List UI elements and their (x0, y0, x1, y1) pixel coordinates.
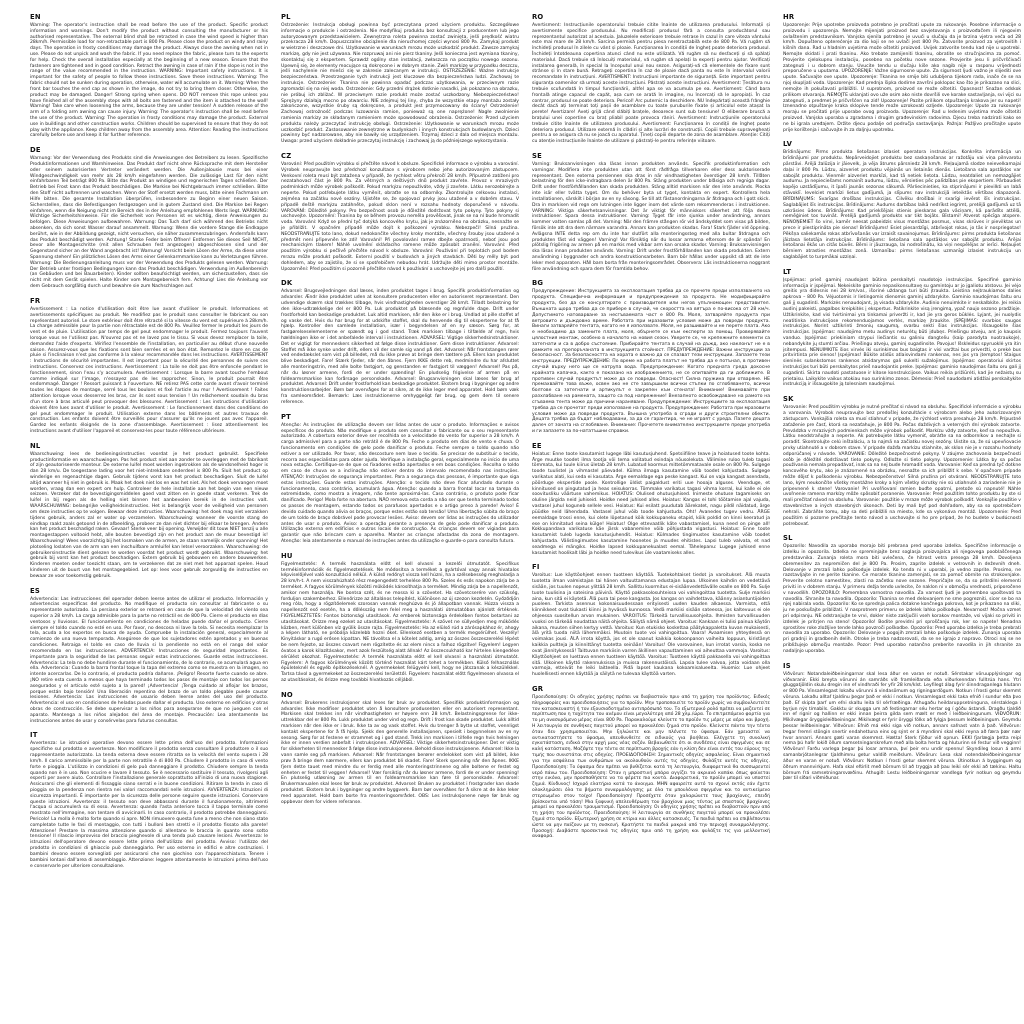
instruction-text: Warnung: Vor der Verwendung des Produkts sind die Anweisungen des Betreibers zu lesen. Spezifische Produktinformationen und Warnhinweise. Das Produkt darf nicht ohne Rücksprache mit dem Hersteller oder seinem autorisierten Vertreter verändert werden. Die Außenjalousie muss bei einer Windgeschwindigkeit von mehr als 28 km/h eingefahren werden. Die zulässige Last für den nicht einfahrbaren Teil beträgt 800 Pa. Bitte das Produkt an windigen und regnerischen Tagen schließen. Der Betrieb bei Frost kann das Produkt beschädigen. Die Markise bei Nichtgebrauch immer schließen. Bitte den Stoff nicht auftrennen und waschen. Wenn der Stoff ersetzt werden muss, bitte einen Fachmann um Hilfe bitten. Die gesamte Installation überprüfen, insbesondere zu Beginn einer neuen Saison. Sicherstellen, dass die Befestigungen festgezogen und in gutem Zustand sind. Die Markise bei Regen einfahren, wenn die Neigung nicht im Bereich des in der Anleitung empfohlenen Werts liegt. WARNUNG: Wichtige Sicherheitshinweise. Für die Sicherheit von Personen ist es wichtig, diese Anweisungen zu befolgen. Diese Anweisungen aufbewahren. Warnung: Das Tuch darf sich während des Betriebs nicht absenken, da sich sonst Wasser darauf ansammelt. Warnung: Wenn die vordere Stange die Endkappe berührt, wie in der Abbildung gezeigt, nicht versuchen, sie näher zusammenzubringen. Andernfalls kann das Produkt beschädigt werden. Achtung! Starke Feder beim Öffnen! Entfernen Sie dieses Seil NICHT, bevor alle Montageschritte (mit allen Schrauben fest angezogen) abgeschlossen sind und der Gegenstand sicher an der Wand angebracht ist! Warnung! Vorsicht beim Lösen der Arme, da diese unter Spannung stehen! Ein plötzliches Lösen des Arms einer Gelenkarmmarkise kann zu Verletzungen führen. Warnung: Die Bedienungsanleitung muss vor der Verwendung des Produkts gelesen werden. Warnung: Der Betrieb unter frostigen Bedingungen kann das Produkt beschädigen. Verwendung im Außenbereich (an Gebäuden und bei Bauarbeiten). Kinder sollten beaufsichtigt werden, um sicherzustellen, dass sie nicht mit dem Gerät spielen. Halte Kinder vom Montagebereich fern. Achtung! Lies die Anleitung vor dem Gebrauch sorgfältig durch und bewahre sie zum Nachschlagen auf. (30, 156, 268, 290)
instruction-text: Advarsel: Brukerens instruksjoner skal leses før bruk av produktet. Spesifikk produktinformasjon og advarsler. Ikke modifiser produktet uten å konsultere produsenten eller en autorisert representant. Markisen skal trekkes inn når vindhastigheten er høyere enn 28 km/t. Belastningsgrense for ikke-uttrekkbar del er 800 Pa. Lukk produktet under vind og regn. Drift i frost kan skade produktet. Lukk alltid markisen når den ikke er i bruk. Ikke ta av og vask stoffet. Hvis du trenger å bytte ut stoffet, vennligst kontakt ekspertene for å få hjelp. Sjekk den generelle installasjonen, spesielt i begynnelsen av en ny sesong. Sørg for at festene er strammet og i god stand. Trekk inn markisen i tilfelle regn hvis helningen ikke er innen verdien anbefalt i instruksjonen. ADVARSEL: Viktige sikkerhetsinstruksjoner. Det er viktig for sikkerheten til mennesker å følge disse instruksjonene. Behold disse instruksjonene. Advarsel: Ikke la vann samle seg på markisen. Advarsel: Når frontstangen berører endelokket som vist på bildet, ikke prøv å bringe dem nærmere, ellers kan produktet bli skadet. Fare! Sterk spenning når den åpnes. IKKE fjern dette tauet med mindre du er ferdig med alle monteringstrinnene og alle boltene er festet og enheten er festet til veggen! Advarsel! Vær forsiktig når du løsner armene, fordi de er under spenning! En plutselig utløsning av armen til en foldearmsmarkise kan føre til personskade. Advarsel: Brukermanualen skal leses før bruk av produktet. Advarsel: Bruken av produktet i frostgrader kan skade produktet. Ekstern bruk i bygninger og andre byggverk. Barn bør overvåkes for å sikre at de ikke leker med apparatet. Hold barn borte fra monteringsområdet. OBS: Les instruksjonene nøye før bruk og oppbevar dem for videre referanse. (281, 700, 519, 805)
language-code-label: EE (532, 441, 542, 450)
language-code-label: DK (281, 279, 293, 288)
instruction-text: Atenção: As instruções de utilização devem ser lidas antes de usar o produto. Informações e avisos específicos do produto. Não modifique o produto sem consultar o fabricante ou o seu representante autorizado. A cobertura exterior deve ser recolhida se a velocidade do vento for superior a 28 km/h. A carga admissível para a parte não retrátil é de 800 Pa. Feche o produto em dias de vento e chuva. O funcionamento em condições de gelo pode danificar o produto. Feche sempre o toldo quando não estiver a ser utilizado. Por favor, não descosture nem lave o tecido. Se precisar de substituir o tecido, recorra aos especialistas para obter ajuda. Verifique a instalação geral, especialmente no início de uma nova estação. Certifique-se de que os fixadores estão apertados e em boas condições. Recolha o toldo em caso de chuva se a inclinação não estiver dentro do intervalo recomendado nas instruções. ATENÇÃO: Instruções de segurança importantes. Para a segurança das pessoas, é importante que siga estas instruções. Guarde estas instruções. Atenção: o tecido não deve ficar afundado durante o funcionamento, caso contrário, acumulará água. Atenção: quando a barra frontal tocar na tampa da extremidade, como mostra a imagem, não tente aproximá-las. Caso contrário, o produto pode ficar danificado. Perigo! Mola forte na abertura. NÃO remova esta corda a não ser que tenha terminado todos os passos de montagem, estando todos os parafusos apertados e o artigo preso à parede! Aviso! É devido cuidado quando alivia os braços, porque estes estão sob tensão! Uma libertação súbita do braço de um toldo de braço dobrável pode provocar lesões. Aviso: devem ser lidas as instruções do utilizador antes de usar o produto. Aviso: a operação perante a presença de gelo pode danificar o produto. Utilização externa em edifícios e outros locais de construção. As crianças devem ser vigiadas para garantir que não brincam com o aparelho. Manter as crianças afastadas da zona de montagem. Atenção: leia atentamente o manual de instruções antes da utilização e guarde-o para consulta futura. (281, 422, 519, 544)
instruction-text: Varovanie: Pred použitím výrobku je nutné prečítať si návod na obsluhu. Špecifické informácie o výrobku a varovania. Výrobok neupravujte bez predošlej konzultácie s výrobcom alebo jeho autorizovaným zástupcom. Vonkajšia roleta sa musí stiahnuť v prípade, že rýchlosť vetra presahuje 28 km/h. Prípustné zaťaženie pre časť, ktorá sa nezaťahuje, je 800 Pa. Počas daždivých a veterných dní výrobok zatvorte. Prevádzka v mrazivých podmienkach môže výrobok poškodiť. Markízu vždy zatvorte, keď sa nepoužíva. Látku neodstraňujte a neperte. Ak potrebujete látku vymeniť, obráťte sa na odborníkov a nechajte si poradiť. Skontrolujte celú inštaláciu, a to najmä na začiatku novej sezóny. Uistite sa, že sú upevňovacie prvky utiahnuté a v dobrom stave. V prípade dažďa markízu stiahnite, ak sklon nie je v rozsahu hodnoty odporúčanej v návode. VAROVANIE: Dôležité bezpečnostné pokyny. V záujme zachovania bezpečnosti osôb je dôležité dodržiavať tieto pokyny. Odložte si tieto pokyny. Upozornenie: Látka by sa počas používania nemala prepadávať, inak sa na nej bude hromadiť voda. Varovanie: Keď sa predná tyč dotkne koncového krytu, ako je znázornené na obrázku, nesnažte sa ich priblížiť k sebe. V opačnom prípade môže dôjsť k poškodeniu výrobku. Nebezpečenstvo! Silná pružina pri otváraní. NEODSTRAŇUJTE toto lano, kým neukončíte všetky montážne kroky a kým všetky skrutky nie sú utiahnuté a zariadenie nie je pripevnené k stene! Varovanie! Pri uvoľňovaní ramien buďte opatrní, pretože sú napnuté! Náhle uvoľnenie ramena markízy môže spôsobiť poranenie. Varovanie: Pred použitím tohto produktu by ste si mali prečítať návod na obsluhu. Varovanie: použitie v mraze môže výrobok poškodiť. Vonkajšie použitie v stavebníctve a iných stavebných úkonoch. Deti by mali byť pod dohľadom, aby sa so spotrebičom nehrali. Zabráňte tomu, aby sa deti priblížili na miesto, kde sa vykonáva montáž. Upozornenie: Pred použitím si pozorne prečítajte tento návod a uschovajte si ho pre prípad, že ho budete v budúcnosti potrebovať. (783, 405, 1021, 527)
language-code-label: HU (281, 551, 293, 560)
text-column-3 (532, 13, 770, 876)
text-column-4 (783, 13, 1021, 876)
language-section-en (30, 13, 268, 139)
instruction-text: Waarschuwing: lees de bedieningsinstructies voordat je het product gebruikt. Specifieke productinformatie en waarschuwingen. Pas het product niet aan zonder te overleggen met de fabrikant of zijn geautoriseerde monteur. De externe luifel moet worden ingetrokken als de windsnelheid hoger is dan 28 km/u. De toegestane lading voor het niet-intrekbare onderdeel is 800 Pa. Sluit het product op winderige en regenachtige dagen. Gebruik tijdens vorst kan het product beschadigen. Sluit de luifel altijd wanneer hij niet in gebruik is. Maak het doek niet los en was het niet. Als het doek vervangen moet worden, vraag dan een expert om hulp. Controleer de hele installatie aan het begin van een nieuw seizoen. Verzeker dat de bevestigingsmiddelen goed vast zitten en in goede staat verkeren. Trek de luifel in bij regen als de helling niet binnen het aanbevolen bereik in de instructies valt. WAARSCHUWING: belangrijke veiligheidsinstructies. Het is belangrijk voor de veiligheid van personen om deze instructies op te volgen. Bewaar deze instructies. Waarschuwing: het doek mag niet verzakken tijdens gebruik, anders zal er water op verzamelen. Waarschuwing: wanneer de voorste stang de eindkap raakt zoals getoond in de afbeelding, probeer ze dan niet dichter bij elkaar te brengen. Anders kan het product beschadigd raken. Gevaar! Sterke veer bij opening. Verwijder dit touw NIET tenzij u alle montagestappen voltooid hebt, alle bouten bevestigd zijn en het product aan de muur bevestigd is! Waarschuwing! Wees voorzichtig bij het losmaken van de armen, ze staan namelijk onder spanning! Het plotseling loslaten van de arm van een inschuifbare armluifel kan letsel veroorzaken. Waarschuwing: de gebruikersinstructie dient gelezen te worden voordat het product wordt gebruikt. Waarschuwing: het gebruik bij vorst kan het product beschadigen. Extern gebruik bij gebouwen en andere bouwwerken. Kinderen moeten onder toezicht staan, om te verzekeren dat ze niet met het apparaat spelen. Houd kinderen uit de buurt van het montagegebied. Let op: lees voor gebruik zorgvuldig de instructies en bewaar ze voor toekomstig gebruik. (30, 451, 268, 579)
language-section-pt (281, 413, 519, 545)
instruction-text: Avertisment: Instrucțiunile operatorului trebuie citite înainte de utilizarea produsului. Informații și avertismente specifice produsului. Nu modificați produsul fără a consulta producătorul sau reprezentantul autorizat al acestuia. Jaluzelele exterioare trebuie retrase în cazul în care viteza vântului este mai mare de 28 km/h. Sarcina permisă pentru piesa neretractabilă este de 800 Pa. Vă rugăm să închideți produsul în zilele cu vânt și ploaie. Funcționarea în condiții de îngheț poate deteriora produsul. Închideți întotdeauna copertina atunci când nu este utilizată. Vă rugăm să nu desfaceți și să spălați materialul. Dacă trebuie să înlocuiți materialul, vă rugăm să apelați la experți pentru ajutor. Verificați instalarea generală, în special la începutul unui nou sezon. Asigurați-vă că elementele de fixare sunt strânse și în stare bună. Retrageți copertina în caz de ploaie dacă panta nu este în intervalul valorii recomandate în instrucțiuni. AVERTISMENT: Instrucțiuni importante de siguranță. Este important pentru siguranța oamenilor să urmați aceste instrucțiuni. Păstrați aceste instrucțiuni. Avertisment: Țesătura nu trebuie scufundată în timpul funcționării, altfel apa se va acumula pe ea. Avertisment: Când bara frontală atinge capacul de capăt, așa cum se arată în imagine, nu încercați să le apropiați. În caz contrar, produsul se poate deteriora. Pericol! Arc puternic la deschidere. NU îndepărtați această frânghie decât dacă ați terminat toți pașii de asamblare cu toate șuruburile fixate și articolul este atașat la perete! Avertizare! Aveți grijă când slăbiți brațele, deoarece sunt sub tensiune! O eliberare bruscă a brațului unei copertine cu braț pliabil poate provoca răniri. Avertisment: Instrucțiunile operatorului trebuie citite înainte de utilizarea produsului. Avertisment: Funcționarea în condiții de îngheț poate deteriora produsul. Utilizare externă în clădiri și alte lucrări de construcții. Copiii trebuie supravegheați pentru a se asigura că nu se joacă cu aparatul. Țineți copiii departe de zona de asamblare. Atenție: Citiți cu atenție instrucțiunile înainte de utilizare și păstrați-le pentru referințe viitoare. (532, 22, 770, 145)
language-section-dk (281, 279, 519, 405)
instruction-text: Upozorenje: Prije upotrebe proizvoda potrebno je pročitati upute za rukovanje. Posebne informacije o proizvodu i upozorenja. Nemojte mijenjati proizvod bez savjetovanja s proizvođačem ili njegovim ovlaštenim predstavnikom. Vanjska sjenila potrebno je uvući u slučaju da je brzina vjetra veća od 28 km/h. Dopušteno opterećenje za dio koji se ne uvlači jest 800 Pa. Zatvorite proizvod za vjetrovitih i kišnih dana. Rad u hladnim uvjetima može oštetiti proizvod. Uvijek zatvorite tendu kad nije u upotrebi. Nemojte skidati i prati tkaninu. Ako trebate zamijeniti tkaninu, obratite se stručnjacima za pomoć. Provjerite cjelokupnu instalaciju, posebno na početku nove sezone. Provjerite jesu li pričvršćivači zategnuti i u dobrom stanju. Uvucite tendu u slučaju kiše ako nagib nije u rasponu vrijednosti preporučene u uputama. UPOZORENJE: Važne sigurnosne upute. Za sigurnost ljudi važno je slijediti ove upute. Sačuvajte ove upute. Upozorenje: Tkanina ne smije biti udubljena tijekom rada, inače će se na njoj skupljati voda. Upozorenje: Kad prednja šipka dodirne završni poklopac kao što je prikazano na slici, nemojte ih pokušavati približiti. U suprotnom, proizvod se može oštetiti. Opasnost! Snažan odskok prilikom otvaranja. NEMOJTE uklanjati ovo uže osim ako niste dovršili sve korake sastavljanja, svi vijci su zategnuti, a predmet je pričvršćen na zid! Upozorenje! Pazite prilikom otpuštanja krakova jer su napeti! Iznenadno otpuštanje kraka sklopive tende može uzrokovati ozljede. Upozorenje: Upute za rukovanje moraju se pročitati prije uporabe ovog proizvoda. Upozorenje: Rad u ledenim uvjetima može oštetiti proizvod. Vanjska uporaba u zgradama i drugim građevinskim radovima. Djecu treba nadzirati kako se ne bi igrala uređajem. Držite djecu podalje od područja sastavljanja. Pažnja: Pažljivo pročitajte upute prije korištenja i sačuvajte ih za daljnju upotrebu. (783, 22, 1021, 133)
language-section-is (783, 662, 1021, 782)
language-code-label: NL (30, 441, 41, 450)
text-column-2 (281, 13, 519, 876)
language-code-label: PL (281, 13, 291, 21)
language-code-label: LT (783, 267, 792, 276)
instruction-text: Viðvörun: Notandaleiðbeiningarnar skal lesa áður en varan er notuð. Sérstakar vöruupplýsingar og viðvaranir. Ekki breyta vörunni án samráðs við framleiðanda eða viðurkenndan fulltrúa hans. Ytri gluggatjöldin skulu dregin inn ef vindhraði fer yfir 28 km/klst. Leyfilegt álag fyrir óinndraganlega hlutann er 800 Pa. Vinsamlegast lokaðu vörunni á vindasömum og rigningardögum. Notkun í frosti getur skemmt vöruna. Lokaðu alltaf tjaldinu þegar það er ekki í notkun. Vinsamlegast ekki taka efnið í sundur eða þvo það. Ef skipta þarf um efni skaltu leita til sérfræðinga. Athugaðu heildaruppsetninguna, sérstaklega í byrjun nýs tímabils. Gakktu úr skugga um að festingarnar séu hertar og í góðu ástandi. Dragðu tjaldið inn ef rignir og hallinn er ekki innan þeirra gilda sem mælt er með í leiðbeiningunum. VIÐVÖRUN: Mikilvægar öryggisleiðbeiningar. Mikilvægt er fyrir öryggi fólks að fylgja þessum leiðbeiningum. Geymdu þessar leiðbeiningar. Viðvörun: Efnið má ekki síga við notkun, annars safnast vatn á það. Viðvörun: Þegar fremri stöngin snertir endahettuna eins og sýnt er á myndinni skal ekki reyna að færa þær nær hvor annarri. Annars gæti varan skemmst. Hætta! Sterk fjöður við opnun. EKKI fjarlægja þetta reipi nema þú hafir lokið öllum samsetningarskrefum með alla bolta herta og hluturinn sé festur við vegginn! Viðvörun! Farðu varlega þegar þú losar armana, því þeir eru undir spennu! Skyndileg losun á armi samanbrjótanlegrar tjaldhimnu getur valdið meiðslum. Viðvörun: Lesa skal notendaleiðbeiningarnar áður en varan er notuð. Viðvörun: Notkun í frosti getur skemmt vöruna. Útinotkun á byggingum og öðrum mannvirkjum. Hafa skal eftirlit með börnum til að tryggja að þau leiki sér ekki að tækinu. Haltu börnum frá samsetningarsvæðinu. Athugið: Lestu leiðbeiningarnar vandlega fyrir notkun og geymdu þær til síðari viðmiðunar. (783, 671, 1021, 782)
language-code-label: DE (30, 146, 41, 155)
language-code-label: CZ (281, 152, 292, 161)
language-section-hu (281, 552, 519, 684)
text-column-1 (30, 13, 268, 876)
language-code-label: FI (532, 563, 540, 572)
language-section-no (281, 691, 519, 806)
instruction-text: Advarsel: Brugsvejledningen skal læses, inden produktet tages i brug. Specifik produktinformation og advarsler. Ændr ikke produktet uden at konsultere producenten eller en autoriseret repræsentant. Den udvendige skærm skal trækkes tilbage, hvis vindhastigheden overstiger 28 km/t. Tilladt belastning for den ikke-udtrækkelige del er 800 Pa. Luk produktet på blæsende og regnfulde dage. Drift under frostforhold kan beskadige produktet. Luk altid markisen, når den ikke er i brug. Undlad at pille stoffet af og vaske det. Hvis du har brug for at udskifte stoffet, skal du henvende dig til eksperterne for at få hjælp. Kontroller den samlede installation, især i begyndelsen af en ny sæson. Sørg for, at fastgørelseselementerne er spændt og i god stand. Træk markisen tilbage i tilfælde af regn, hvis hældningen ikke er i det anbefalede interval i instruktionen. ADVARSEL: Vigtige sikkerhedsinstruktioner. Det er vigtigt for menneskers sikkerhed at følge disse instruktioner. Gem disse instruktioner. Advarsel: Stoffet må ikke synke under drift, ellers vil der samle sig vand på det. Advarsel: Når frontstangen rører ved endedækslet som vist på billedet, må du ikke prøve at bringe dem tættere på. Ellers kan produktet blive beskadiget. Fare! Stærk fjeder, når den åbnes. Fjern IKKE dette reb, medmindre du har afsluttet alle monteringstrin, med alle bolte fastgjort, og genstanden er fastgjort til væggen! Advarsel! Pas på, når du løsner armene, fordi de er under spænding! En pludselig frigivelse af armen på en foldearmsmarkise kan forårsage personskade. Advarsel: Brugsanvisningen skal læses før brug af produktet. Advarsel: Drift under frostforhold kan beskadige produktet. Ekstern brug i bygninger og andre konstruktionsarbejder. Børn bør overvåges for at sikre, at de ikke leger med apparatet. Hold børn væk fra samleområdet. Bemærk: Læs instruktionerne omhyggeligt før brug, og gem dem til senere reference. (281, 289, 519, 405)
instruction-text: Hoiatus: Enne toote kasutamist lugege läbi kasutusjuhend. Spetsiifiline teave ja hoiatused toote kohta. Ärge muutke toodet ilma tootja või tema volitatud esindaja nõusolekuta. Välimine ruloo tuleb tagasi tõmmata, kui tuule kiirus ületab 28 km/h. Lubatud koormus mittetõmmatavale osale on 800 Pa. Sulgege toode tuulistel ja vihmastel päevadel. Külma ilmaga kasutamine võib toodet kahjustada. Sulgege varikatus alati, kui seda ei kasutata. Ärge eemaldage ega peske kangast. Kui on vaja kangast asendada, pöörduge ekspertide poole. Kontrollige üldist paigaldust eriti uue hooaja alguses. Veenduge, et kinnitused on pingutatud ja heas seisukorras. Tõmmake varikatus tagasi vihma korral, kui kalle ei ole soovitusliku väärtuse vahemikus. HOIATUS: Olulised ohutusjuhised. Inimeste ohutuse tagamiseks on oluline järgida neid juhiseid. Hoidke need juhised alles. Hoiatus: Kangas ei tohi töötamise ajal vajuda, vastasel juhul koguneb sellele vesi. Hoiatus: Kui esilatt puudutab äärekatet, nagu pildil näidatud, ärge püüdke neid lähendada. Vastasel juhul võib toode kahjustuda. Oht! Avanedes tugev vedru. ÄRGE eemaldage trossi enne, kui olete lõpetanud kõik kokkupaneku etapid, kõik poldid on kinni keeratud ja ese on kinnitatud seina külge! Hoiatus! Olge ettevaatlik käte vabastamisel, kuna need on pinge all! Kokkupandava varikatuse käe järsk vabanemine võib põhjustada vigastusi. Hoiatus: Enne toote kasutamist tuleb lugeda kasutusjuhendit. Hoiatus: Külmades tingimustes kasutamine võib toodet kahjustada. Välistingimustes kasutamine hoonetes ja muudes ehitistes. Lapsi tuleb valvata, et nad seadmega ei mängiks. Hoidke lapsed kokkupanekualast eemal. Tähelepanu: Lugege juhised enne kasutamist hoolikalt läbi ja hoidke need tulevikus üle vaatamiseks alles. (532, 451, 770, 556)
instruction-text: Προειδοποίηση: Οι οδηγίες χρήσης πρέπει να διαβαστούν πριν από τη χρήση του προϊόντος. Ειδικές πληροφορίες και προειδοποιήσεις για το προϊόν. Μην τροποποιείτε το προϊόν χωρίς να συμβουλευτείτε τον κατασκευαστή ή τον εξουσιοδοτημένο αντιπρόσωπό του. Το εξωτερικό ρολό πρέπει να μαζευτεί σε περίπτωση που η ταχύτητα του ανέμου είναι μεγαλύτερη από 28 χλμ./ώρα. Το επιτρεπόμενο φορτίο για το μη ανασυρόμενο μέρος είναι 800 Pa. Παρακαλούμε κλείνετε το προϊόν τις μέρες με αέρα και βροχή. Η λειτουργία σε συνθήκες παγετού μπορεί να προκαλέσει ζημιά στο προϊόν. Κλείνετε πάντα την τέντα όταν δεν χρησιμοποιείται. Μην ξηλώνετε και μην πλένετε το ύφασμα. Εάν χρειαστεί να αντικαταστήσετε το ύφασμα, απευθυνθείτε σε ειδικούς για βοήθεια. Ελέγχετε τη συνολική εγκατάσταση, ειδικά στην αρχή μιας νέας σεζόν. Βεβαιωθείτε ότι οι συνδέσεις είναι σφιγμένες και σε καλή κατάσταση. Μαζέψτε την τέντα σε περίπτωση βροχής εάν η κλίση δεν είναι εντός του εύρους της τιμής που συνιστάται στις οδηγίες. ΠΡΟΕΙΔΟΠΟΙΗΣΗ: Σημαντικές οδηγίες ασφαλείας. Είναι σημαντικό για την ασφάλεια των ανθρώπων να ακολουθούν αυτές τις οδηγίες. Φυλάξτε αυτές τις οδηγίες. Προειδοποίηση: Το ύφασμα δεν πρέπει να βυθίζεται κατά τη λειτουργία, διαφορετικά θα συσσωρευτεί νερό πάνω του. Προειδοποίηση: Όταν η μπροστινή μπάρα αγγίζει το ακριανό καπάκι όπως φαίνεται στην εικόνα, μην προσπαθήσετε να τα φέρετε πιο κοντά. Διαφορετικά, το προϊόν μπορεί να υποστεί ζημιά. Κίνδυνος! Ισχυρό ελατήριο κατά το άνοιγμα. ΜΗΝ αφαιρείτε αυτό το σχοινί εκτός εάν έχετε ολοκληρώσει όλα τα βήματα συναρμολόγησης με όλα τα μπουλόνια σφιγμένα και το αντικείμενο στερεωμένο στον τοίχο! Προειδοποίηση! Προσέχετε όταν χαλαρώνετε τους βραχίονες, επειδή βρίσκονται υπό τάση! Μια ξαφνική απελευθέρωση του βραχίονα μιας τέντας με σπαστούς βραχίονες μπορεί να προκαλέσει τραυματισμό. Προειδοποίηση: Οι οδηγίες χρήσης πρέπει να διαβαστούν πριν από τη χρήση του προϊόντος. Προειδοποίηση: Η λειτουργία σε συνθήκες παγετού μπορεί να προκαλέσει ζημιά στο προϊόν. Εξωτερική χρήση σε κτίρια και άλλες κατασκευές. Τα παιδιά πρέπει να επιβλέπονται ώστε να μην παίζουν με τη συσκευή. Κρατήστε τα παιδιά μακριά από την περιοχή συναρμολόγησης. Προσοχή: Διαβάστε προσεκτικά τις οδηγίες πριν από τη χρήση και φυλάξτε τις για μελλοντική αναφορά. (532, 694, 770, 840)
instruction-text: Предупреждение: Инструкцията за експлоатация трябва да се прочете преди използването на продукта. Специфична информация и предупреждения за продукта. Не модифицирайте продукта, без да се консултирате с производителя или негов упълномощен представител. Външната щора трябва да се прибере в случай, че скоростта на вятъра е по-висока от 28 км/ч. Допустимото натоварване за несгъваемата част е 800 Pa. Моля, затваряйте продукта при ветровито и дъждовно време. Работата при мразовити условия може да повреди продукта. Винаги затваряйте тентата, когато не я използвате. Моля, не разшивайте и не перете плата. Ако е необходимо да замените плата, моля, обърнете се към експерти за помощ. Проверявайте цялостния монтаж, особено в началото на новия сезон. Уверете се, че крепежните елементи са затегнати и са в добро състояние. Прибирайте тентата в случай на дъжд, ако наклонът не е в рамките на препоръчаната в инструкцията стойност. ПРЕДУПРЕЖДЕНИЕ: Важни инструкции за безопасност. За безопасността на хората е важно да се спазват тези инструкции. Запазете тези инструкции. ПРЕДУПРЕЖДЕНИЕ: По време на работа платът не трябва да е потънал, в противен случай върху него ще се натрупа вода. Предупреждение: Когато предната греда докосне крайната капачка, както е показано на изображението, не се опитвайте да ги доближите. В противен случай продуктът може да се повреди. Опасност! Силна пружина при отваряне. НЕ премахвайте това въже, освен ако не сте завършили всички стъпки по сглобяването, всички болтове са затегнати и артикулът е закрепен към стената! Внимание! Внимавайте при разхлабване на рамената, защото са под напрежение! Внезапното освобождаване на рамото на сгъваема тента може да причини нараняване. Предупреждение: Инструкциите за експлоатация трябва да се прочетат преди използване на продукта. Предупреждение: Работата при мразовити условия може да повреди продукта. Външна употреба в сгради и други строителни обекти. Децата трябва да бъдат наблюдавани, за да се гарантира, че не играят с уреда. Пазете децата далеч от зоната на сглобяване. Внимание: Прочетете внимателно инструкциите преди употреба и ги запазете за по-нататъшни справки. (532, 289, 770, 434)
language-section-ee (532, 442, 770, 557)
language-section-lt (783, 268, 1021, 388)
language-code-label: PT (281, 412, 292, 421)
instruction-text: Avertissement : La notice d'utilisation doit être lue avant d'utiliser le produit. Informations et avertissements spécifiques au produit. Ne modifiez pas le produit sans consulter le fabricant ou son représentant autorisé. Le store extérieur doit être rétracté si la vitesse du vent est supérieure à 28km/h. La charge admissible pour la partie non rétractable est de 800 Pa. Veuillez fermer le produit les jours de vent et de pluie. L'utilisation par temps de gel peut endommager le produit. Fermez toujours l'auvent lorsque vous ne l'utilisez pas. N'ouvrez pas et ne lavez pas le tissu. Si vous devez remplacer la toile, demandez l'aide d'experts. Vérifiez l'ensemble de l'installation, en particulier au début d'une nouvelle saison. Assurez-vous que les fixations sont bien serrées et en bon état. Remontez le store en cas de pluie si l'inclinaison n'est pas conforme à la valeur recommandée dans les instructions. AVERTISSEMENT : Instructions de sécurité importantes. Il est important pour la sécurité des personnes de suivre ces instructions. Conservez ces instructions. Avertissement : La toile ne doit pas être enfoncée pendant le fonctionnement, sinon l'eau s'y accumulera. Avertissement : Lorsque la barre avant touche l'embout comme indiqué sur l'image, n'essayez pas de les rapprocher. Sinon, le produit pourrait être endommagé. Danger ! Ressort puissant à l'ouverture. NE retirez PAS cette corde avant d'avoir terminé toutes les étapes de montage, serré tous les boulons et fixé l'article au mur ! Avertissement ! Faites attention lorsque vous desserrez les bras, car ils sont sous tension ! Un relâchement soudain du bras d'un store à bras articulé peut provoquer des blessures. Avertissement : Les instructions d'utilisation doivent être lues avant d'utiliser le produit. Avertissement : Le fonctionnement dans des conditions de gel peut endommager le produit. Utilisation externe dans les bâtiments et autres travaux de construction. Les enfants doivent être surveillés pour s'assurer qu'ils ne jouent pas avec l'appareil. Gardez les enfants éloignés de la zone d'assemblage. Avertissement : lisez attentivement les instructions avant d'utiliser l'appareil et conservez-les pour toute référence ultérieure. (30, 306, 268, 434)
language-section-es (30, 587, 268, 725)
language-section-ro (532, 13, 770, 145)
language-code-label: IT (30, 731, 38, 740)
instruction-text: Opozorilo: Navodila za uporabo morajo biti prebrana pred uporabo izdelka. Specifične informacije o izdelku in opozorila. Izdelka ne spreminjajte brez soglasja proizvajalca ali njegovega pooblaščenega predstavnika. Zunanja roleta mora biti uvlečena, če hitrost vetra presega 28 km/h. Dovoljena obremenitev za nepremičen del je 800 Pa. Prosim, zaprite izdelek v vetrovnih in deževnih dneh. Delovanje v zmrzali lahko poškoduje izdelek. Ko tenda ni v uporabi, jo vedno zaprite. Prosimo, ne razstavljajte in ne perite tkanine. Če morate tkanino zamenjati, se za pomoč obrnite na strokovnjake. Preverite celotno namestitev, zlasti na začetku nove sezone. Prepričajte se, da so pritrdilni elementi priviti in v dobrem stanju. V primeru dežja tendo uvlecite, če naklon ni v območju vrednosti, priporočene v navodilih. OPOZORILO: Pomembna varnostna navodila. Za varnost ljudi je pomembno upoštevati ta navodila. Shranite ta navodila. Opozorilo: Tkanina se med delovanjem ne sme pogrezniti, sicer se bo na njej nabirala voda. Opozorilo: Ko se sprednja palica dotakne končnega pokrova, kot je prikazano na sliki, ju ne poskušajte približati. V nasprotnem primeru se izdelek lahko poškoduje. Nevarnost! Močna vzmet pri odpiranju. NE odstranjujte te vrvi, dokler niste zaključili vseh korakov montaže, vsi vijaki so priviti in izdelek je pritrjen na steno! Opozorilo! Bodite previdni pri sproščanju rok, ker so napete! Nenadna sprostitev roke zložljive tende lahko povzroči poškodbe. Opozorilo: Pred uporabo izdelka je treba prebrati navodila za uporabo. Opozorilo: Delovanje v pogojih zmrzali lahko poškoduje izdelek. Zunanja uporaba pri gradnji in gradbenih delih. Otroke je treba nadzorovati, da se ne igrajo z napravo. Otroci naj se ne približujejo območju montaže. Pozor: Pred uporabo natančno preberite navodila in jih shranite za nadaljnjo uporabo. (783, 544, 1021, 654)
language-section-it (30, 731, 268, 869)
language-code-label: FR (30, 296, 41, 305)
instruction-text: Figyelmeztetés: A termék használata előtt el kell olvasni a kezelői útmutatót. Specifikus termékinformációk és figyelmeztetések. Ne módosítsa a terméket a gyártóval vagy annak hivatalos képviselőjével való konzultáció nélkül. A külső redőnyt vissza kell húzni, ha a szélsebesség meghaladja a 28 km/h-t. A nem visszahúzható rész megengedett terhelése 800 Pa. Szeles és esős napokon zárja be a terméket. A fagyos körülmények közötti működés károsíthatja a terméket. Mindig zárja be a napellenzőt, amikor nem használja. Ne bontsa szét, és ne mossa ki a szövetet. Ha szövetcserére van szükség, forduljon szakemberhez. Ellenőrizze az általános telepítést, különösen az új szezon kezdetén. Győződjön meg róla, hogy a rögzítőelemek szorosan vannak meghúzva és jó állapotban vannak. Húzza vissza a napellenzőt eső esetén, ha a dőlésszög nem felel meg a használati útmutatóban ajánlott értéknek. FIGYELMEZTETÉS: Fontos biztonsági utasítások. Az emberek biztonsága érdekében fontos betartani az utasításokat. Őrizze meg ezeket az utasításokat. Figyelmeztetés: A szövet ne süllyedjen meg működés közben, mert különben víz gyűlik össze rajta. Figyelmeztetés: Ha az elülső rúd a zárósapkához ér, ahogy a képen látható, ne próbálja közelebb hozni őket. Ellenkező esetben a termék megsérülhet. Veszély! Kinyitáskor a rugó erősen kipattan. NE távolítsa el a kötelet addig, amíg az összes összeszerelési lépést be nem fejezte, az összes csavart nem rögzítette és az elem nincs a falhoz rögzítve! Figyelem! Legyen óvatos a karok kilazításakor, mert azok feszültség alatt állnak! Az összecsukható kar hirtelen kiengedése sérülést okozhat. Figyelmeztetés: A termék használata előtt el kell olvasni a használati útmutatót. Figyelem: A fagyos körülmények között történő használat kárt tehet a termékben. Külső felhasználás épületeknél és egyéb építkezéseknél. A gyermekeket felügyelni kell, hogy ne játszanak a készülékkel. Tartsa távol a gyermekeket az összeszerelési területtől. Figyelem: használat előtt figyelmesen olvassa el az utasításokat, és őrizze meg további hivatkozás céljából. (281, 561, 519, 683)
instruction-text: Ostrzeżenie: Instrukcja obsługi powinna być przeczytana przed użyciem produktu. Szczegółowe informacje o produkcie i ostrzeżenia. Nie modyfikuj produktu bez konsultacji z producentem lub jego autoryzowanym przedstawicielem. Zewnętrzna roleta powinna zostać zwinięta, jeśli prędkość wiatru przekracza 28 km/h. Dopuszczalne obciążenie dla nieruchomej części wynosi 800 Pa. Zamykaj produkt w wietrzne i deszczowe dni. Użytkowanie w warunkach mrozu może uszkodzić produkt. Zawsze zamykaj markizę, gdy nie jest używana. Nie rozpruwaj ani nie pierz tkaniny. Jeśli konieczna jest wymiana tkaniny, skontaktuj się z ekspertem. Sprawdź ogólny stan instalacji, zwłaszcza na początku nowego sezonu. Upewnij się, że elementy mocujące są dokręcone i w dobrym stanie. Zwiń markizę w przypadku deszczu, jeśli nachylenie nie mieści się w zakresie zalecanym w instrukcji. OSTRZEŻENIE: Ważne instrukcje bezpieczeństwa. Przestrzeganie tych instrukcji jest kluczowe dla bezpieczeństwa ludzi. Zachowaj te instrukcje. Ostrzeżenie: Tkanina nie powinna opadać podczas użytkowania, w przeciwnym razie zgromadzi się na niej woda. Ostrzeżenie: Gdy przedni drążek dotknie nasadki, jak pokazano na obrazku, nie próbuj ich zbliżać. W przeciwnym razie produkt może zostać uszkodzony. Niebezpieczeństwo! Sprężyny działają mocno po otwarciu. NIE zdejmuj tej liny, chyba że wszystkie etapy montażu zostały zakończone, wszystkie śruby są dokręcone, a produkt jest przymocowany do ściany! Ostrzeżenie! Zachowaj ostrożność podczas luzowania ramion, ponieważ są one naprężone! Nagłe zwolnienie ramienia markizy ze składanym ramieniem może spowodować obrażenia. Ostrzeżenie: Przed użyciem produktu należy przeczytać instrukcję obsługi. Ostrzeżenie: Użytkowanie w warunkach mrozu może uszkodzić produkt. Zastosowanie zewnętrzne w budynkach i innych konstrukcjach budowlanych. Dzieci powinny być nadzorowane, aby nie bawiły się urządzeniem. Trzymaj dzieci z dala od miejsca montażu. Uwaga: przed użyciem dokładnie przeczytaj instrukcję i zachowaj ją do późniejszego wykorzystania. (281, 22, 519, 145)
language-section-bg (532, 279, 770, 434)
language-section-nl (30, 442, 268, 580)
language-code-label: SL (783, 534, 793, 543)
language-code-label: GR (532, 684, 544, 693)
language-code-label: SE (532, 152, 542, 161)
language-code-label: IS (783, 661, 791, 670)
language-code-label: RO (532, 13, 544, 21)
instruction-text: Warning: The operator's instruction shall be read before the use of the product. Specific product information and warnings. Don't modify the product without consulting the manufacturer or his authorised representative. The external blind shall be retracted in case the wind speed is higher than 28km/h. Permissible load for non-retractable part is 800 Pa. Please close the product on windy and rainy days. The operation in frosty conditions may damage the product. Always close the awning when not in use. Please do not unpick and wash the fabric. If you need replace the fabric, please turn to the experts for help. Check the overall installation especially at the beginning of a new season. Ensure that the fasteners are tightened and in good condition. Retract the awning in case of rain if the slope is not in the range of the value recommended in the instruction. WARNING: Important safety instructions. It is important for the safety of people to follow these instructions. Save these instructions. Warning: The fabric should not be sunken during operation, otherwise, water will accumulate on it. Warning: When the front bar touches the end cap as shown in the image, do not try to bring them closer. Otherwise, the product may be damaged. Danger! Strong spring when opens. DO NOT remove this rope unless you have finished all of the assembly steps with all bolts are fastened and the item is attached to the wall! Warning! Take care when loosening the arms, because they are under tension! A sudden release of the arm of a folding arm awning can cause injury. Warning: The operator's instruction shall be read before the use of the product. Warning: The operation in frosty conditions may damage the product. External use in buildings and other construction works. Children should be supervised to ensure that they do not play with the appliance. Keep children away from the assembly area. Attention: Reading the instructions carefully before use and keep it for further reference. (30, 22, 268, 139)
language-section-sl (783, 534, 1021, 654)
language-section-hr (783, 13, 1021, 133)
language-code-label: EN (30, 13, 41, 21)
instruction-text: Advertencia: Las instrucciones del operador deben leerse antes de utilizar el producto. Información y advertencias específicas del producto. No modifique el producto sin consultar al fabricante o su representante autorizado. La persiana exterior se retraerá en caso de que la velocidad del viento sea superior a 28 km/h. La carga admisible para la parte no retráctil es de 800 Pa. Cierre el producto en días ventosos y lluviosos. El funcionamiento en condiciones de heladas puede dañar el producto. Cierre siempre el toldo cuando no esté en uso. Por favor, no descosa ni lave la tela. Si necesita reemplazar la tela, acuda a los expertos en busca de ayuda. Compruebe la instalación general, especialmente al comienzo de una nueva temporada. Asegúrese de que los sujetadores estén apretados y en buenas condiciones. Retraiga el toldo en caso de lluvia si la pendiente no está en el rango del valor recomendado en las instrucciones. ADVERTENCIA: Instrucciones de seguridad importantes. Es importante para la seguridad de las personas seguir estas instrucciones. Guarde estas instrucciones. Advertencia: La tela no debe hundirse durante el funcionamiento, de lo contrario, se acumulará agua en ella. Advertencia: Cuando la barra frontal toque la tapa del extremo como se muestra en la imagen, no intente acercarlas. De lo contrario, el producto podría dañarse. ¡Peligro! Resorte fuerte cuando se abre. ¡NO retire esta cuerda a menos que haya terminado todos los pasos de montaje con todos los pernos asegurados y el artículo esté sujeto a la pared! ¡Advertencia! ¡Tenga cuidado al aflojar los brazos, porque están bajo tensión! Una liberación repentina del brazo de un toldo plegable puede causar lesiones. Advertencia: Las instrucciones de usuario deben leerse antes del uso del producto. Advertencia: el uso en condiciones de heladas puede dañar el producto. Uso externo en edificios y otras obras de construcción. Se debe supervisar a los niños para asegurarse de que no jueguen con el aparato. Mantenga a los niños alejados del área de montaje. Precaución: Lea atentamente las instrucciones antes de usar y consérvelas para futuras consultas. (30, 596, 268, 724)
language-section-pl (281, 13, 519, 145)
language-section-fr (30, 297, 268, 435)
language-code-label: BG (532, 279, 544, 288)
language-code-label: LV (783, 140, 793, 149)
instruction-text: Brīdinājums: Pirms produkta lietošanas izlasiet operatora instrukcijas. Konkrēta informācija un brīdinājumi par produktu. Nepārveidojiet produktu bez saskaņošanas ar ražotāju vai viņa pilnvarotu pārstāvi. Ārējā žalūzija ir jāievelk, ja vēja ātrums pārsniedz 28 km/h. Pieļaujamā slodze neievelkamajai daļai ir 800 Pa. Lūdzu, aizveriet produktu vējainās un lietainās dienās. Lietošana sala apstākļos var sabojāt produktu. Vienmēr aizveriet markīzi, kad tā netiek lietota. Lūdzu, neatdaliet un nemazgājiet audumu. Ja nepieciešams nomainīt audumu, lūdzu, vērsieties pēc palīdzības pie ekspertiem. Pārbaudiet kopējo uzstādījumu, it īpaši jaunās sezonas sākumā. Pārliecinieties, ka stiprinājumi ir pievilkti un labā stāvoklī. Ievelciet markīzi lietus gadījumā, ja slīpums nav instrukcijā ieteiktās vērtības diapazonā. BRĪDINĀJUMS: Svarīgas drošības instrukcijas. Cilvēku drošībai ir svarīgi ievērot šīs instrukcijas. Saglabājiet šīs instrukcijas. Brīdinājums: Audums darbības laikā nedrīkst iegrimt, pretējā gadījumā uz tā uzkrāsies ūdens. Brīdinājums: Kad priekšējais stienis pieskaras gala vāciņam, kā parādīts attēlā, nemēģiniet tos tuvināt. Pretējā gadījumā produkts var tikt bojāts. Bīstami! Atverot spēcīga atspere. NENOŅEMIET šo virvi, kamēr neesat pabeidzis visus montāžas posmus, visas skrūves ir pievilktas un prece ir piestiprināta pie sienas! Brīdinājums! Esiet piesardzīgi, atbrīvojot rokas, jo tās ir nospriegotas! Pēkšņa saliekamās rokas atbrīvošanās var izraisīt savainojumus. Brīdinājums: pirms produkta lietošanas jāizlasa lietotāja instrukcijas. Brīdinājums: lietošana sala apstākļos var sabojāt produktu. Ārējai lietošanai ēkās un citās būvēs. Bērni ir jāuzrauga, lai nodrošinātu, ka viņi nespēlējas ar ierīci. Neļaujiet bērniem atrasties montāžas zonā. Uzmanību: pirms lietošanas uzmanīgi izlasiet instrukciju un saglabājiet to turpmākai uzziņai. (783, 150, 1021, 261)
language-section-se (532, 152, 770, 272)
language-code-label: NO (281, 690, 293, 699)
language-code-label: HR (783, 13, 795, 21)
language-section-fi (532, 563, 770, 678)
instruction-text: Avvertenza: Le istruzioni operative devono essere lette prima dell'uso del prodotto. Informazioni specifiche sul prodotto e avvertenze. Non modificare il prodotto senza consultare il produttore o il suo rappresentante autorizzato. La tenda esterna deve essere ritratta se la velocità del vento supera i 28 km/h. Il carico ammissibile per la parte non retrattile è di 800 Pa. Chiudere il prodotto in caso di vento forte e pioggia. L'utilizzo in condizioni di gelo può danneggiare il prodotto. Chiudere sempre la tenda quando non è in uso. Non scucire e lavare il tessuto. Se è necessario sostituire il tessuto, rivolgersi agli esperti per avere aiuto. Controllare l'installazione generale soprattutto all'inizio di una nuova stagione. Assicurarsi che gli elementi di fissaggio siano serrati e in buone condizioni. Ritirare la tenda in caso di pioggia se la pendenza non rientra nei valori raccomandati nelle istruzioni. AVVERTENZA: Istruzioni di sicurezza importanti. È importante per la sicurezza delle persone seguire queste istruzioni. Conservare queste istruzioni. Avvertenza: il tessuto non deve abbassarsi durante il funzionamento, altrimenti l'acqua si accumulerà su di esso. Avvertenza: quando l'asta anteriore tocca il tappo terminale come mostrato nell'immagine, non tentare di avvicinarli. In caso contrario, il prodotto potrebbe danneggiarsi. Pericolo! La molla è molto forte quando si apre. NON rimuovere questa fune a meno che non siano state completate tutte le fasi di montaggio, con tutti i bulloni ben stretti e il prodotto fissato alla parete! Attenzione! Prestare la massima attenzione quando si allentano le braccia in quanto sono sotto tensione! Il rilascio improvviso del braccio pieghevole di una tenda può causare lesioni. Avvertenza: le istruzioni dell'operatore devono essere lette prima dell'utilizzo del prodotto. Avviso: l'utilizzo del prodotto in condizioni di ghiaccio può danneggiarlo. Per uso esterno in edifici e altre costruzioni. I bambini devono essere sorvegliati per assicurarsi che non giochino con l'apparecchiatura. Tenere i bambini lontani dall'area di assemblaggio. Attenzione: leggere attentamente le istruzioni prima dell'uso e conservarle per ulteriore consultazione. (30, 741, 268, 869)
instruction-text: Varování: Před použitím výrobku si přečtěte návod k obsluze. Specifické informace o výrobku a varování. Výrobek neupravujte bez předchozí konzultace s výrobcem nebo jeho autorizovaným zástupcem. Venkovní roleta musí být zatažena v případě, že rychlost větru překročí 28 km/h. Přípustné zatížení pro nezatahovací část je 800 Pa. Za větrných a deštivých dnů produkt zavřete. Provoz v mrazivých podmínkách může výrobek poškodit. Pokud markýzu nepoužíváte, vždy ji zavřete. Látku nerozebírejte a neperte. Pokud potřebujete látku vyměnit, obraťte se na odborníky. Zkontrolujte celkovou instalaci, zejména na začátku nové sezóny. Ujistěte se, že spojovací prvky jsou utažené a v dobrém stavu. V případě deště markýzu zatáhněte, pokud sklon není v rozsahu hodnoty doporučené v návodu. VAROVÁNÍ: Důležité pokyny. Pro bezpečnost osob je důležité dodržovat tyto pokyny. Tyto pokyny si uschovejte. Upozornění: Tkanina by se během provozu neměla prověšovat, jinak se na ní bude hromadit voda. Varování: Když se přední tyč dotýká koncového krytu, jak je znázorněno na obrázku, nesnažte se je přiblížit. V opačném případě může dojít k poškození výrobku. Nebezpečí! Silná pružina. NEODSTRAŇUJTE toto lano, dokud nedokončíte všechny kroky montáže, všechny šrouby jsou utažené a předmět není připevněn ke zdi! Varování! Při povolování ramen dbejte opatrnosti, neboť jsou pod mechanickým tlakem! Náhlé uvolnění skládacího ramene může způsobit zranění. Varování: Před použitím výrobku si pečlivě přečtěte návod k obsluze. Varování: Používání při teplotách pod bodem mrazu může produkt poškodit. Externí použití v budovách a jiných stavbách. Děti by měly být pod dohledem, aby se zajistilo, že si se spotřebičem nebudou hrát. Udržujte děti mimo prostor montáže. Upozornění: Před použitím si pozorně přečtěte návod k používání a uschovejte jej pro další použití. (281, 162, 519, 272)
language-section-cz (281, 152, 519, 272)
language-section-sk (783, 395, 1021, 527)
language-code-label: SK (783, 395, 794, 404)
instruction-text: Varning: Bruksanvisningen ska läsas innan produkten används. Specifik produktinformation och varningar. Modifiera inte produkten utan att först rådfråga tillverkaren eller dess auktoriserade representant. Den externa persiennen ska dras in när vindhastigheten överstiger 28 km/h. Tillåten belastning för den icke-indragbara delen är 800 Pa. Stäng produkten under blåsiga och regniga dagar. Drift under frostförhållanden kan skada produkten. Stäng alltid markisen när den inte används. Plocka inte isär eller tvätta tyget. Om du behöver byta ut tyget, kontakta en expert. Kontrollera hela installationen, särskilt i början av en ny säsong. Se till att fästanordningarna är åtdragna och i gott skick. Dra in markisen vid regn om lutningen inte ligger inom det värde som rekommenderas i instruktionen. VARNING: Viktiga säkerhetsanvisningar. Det är viktigt för människors säkerhet att följa dessa instruktioner. Spara dessa instruktioner. Varning: Tyget får inte sjunka under användning, annars kommer vatten samlas på det. Varning: När den främre stången rör vid ändskyddet som visas på bilden, försök inte att dra dem närmare varandra. Annars kan produkten skadas. Fara! Stark fjäder vid öppning. Avlägsna INTE detta rep om du inte har slutfört alla monteringssteg med alla bultar åtdragna och produkten fäst vid väggen! Varning! Var försiktig när du lossar armarna eftersom de är spända! En plötslig frigöring av armen på en markis med vikbar arm kan orsaka skador. Varning: Bruksanvisningen ska läsas innan produkten används. Varning: Drift under frostförhållanden kan skada produkten. Extern användning i byggnader och andra konstruktionsarbeten. Barn bör hållas under uppsikt så att de inte leker med apparaten. Håll barn borta från monteringsområdet. Observera: Läs instruktionerna noggrant före användning och spara dem för framtida behov. (532, 162, 770, 272)
instruction-text: Įspėjimas: prieš gaminį naudojant būtina perskaityti naudotojo instrukcijas. Specifinė gaminio informacija ir įspėjimai. Nekeiskite gaminio nepasikonsultavę su gamintoju ar jo įgaliotu atstovu. Jei vėjo greitis yra didesnis nei 28 km/val., išorinė uždanga turi būti įtraukta. Leistina neįtraukiamos dalies apkrova – 800 Pa. Vėjuotomis ir lietingomis dienomis gaminį uždarykite. Gaminio naudojimas šaltu oru gali jį sugadinti. Markizės nenaudojant, ją visada uždarykite. Audinio nenuimkite ir neskalbkite. Jei reikia audinį pakeisti, pagalbos kreipkitės į ekspertus. Patikrinkite visą įrengimą, ypač naujo sezono pradžioje. Užtikrinkite, kad visi tvirtinimai yra tinkamai priveržti ir, kad jie yra geros būklės. Lyjant, jei nuolydis neatitinka instrukcijose rekomenduojamos vertės, markizę įtraukite. ĮSPĖJIMAS: svarbios saugos instrukcijos. Norint užtikrinti žmonių saugumą, svarbu sekti šias instrukcijas. Išsaugokite šias instrukcijas. Įspėjimas: naudojimo metu audinys neturėtų būti įdubęs. Priešingu atveju, ant jo kaupsis vanduo. Įspėjimas: priekiniam strypui liečiantis su galiniu dangteliu (kaip parodyta nuotraukoje), nebandykite jų stumti arčiau. Priešingu atveju, gaminį sugadinsite. Pavojus! Išskleidus spyruoklė yra itin įsitempusi. NENUIMKITE šios virvės iki surinkimas bus baigtas ir visi varžtai bus priveržti, o prekė bus pritvirtinta prie sienos! Įspėjimas! Būkite atidūs atlaisvindami rankenas, nes jos yra įtemptos! Staigus sieninės sulankstomos rankenos atsidarymas gali sukelti sužalojimus. Įspėjimas: operatoriui skirtos instrukcijos turi būti perskaitytos prieš naudojantis preke. Įspėjimas: gaminio naudojimas šaltu oru gali jį sugadinti. Skirta naudoti pastatuose ir kitose konstrukcijose. Vaikus reikia prižiūrėti, kad jie nežaistų su prietaisu. Laikykite vaikus atokiau nuo surinkimo zonos. Dėmesio: Prieš naudodami atidžiai perskaitykite instrukciją ir išsaugokite ją tolesniam naudojimui. (783, 277, 1021, 388)
language-section-gr (532, 685, 770, 840)
language-code-label: ES (30, 586, 40, 595)
language-section-de (30, 146, 268, 290)
instruction-text: Varoitus: Lue käyttöohjeet ennen tuotteen käyttöä. Tuotekohtaiset tiedot ja varoitukset. Älä muuta tuotetta ilman valmistajan tai hänen valtuuttamansa edustajan lupaa. Ulkoinen kaihdin on vedettävä sisään, jos tuulen nopeus ylittää 28 km/h. Sallittu kuormitus ei-sisäänvedettävälle osalle on 800 Pa. Sulje tuote tuulisina ja sateisina päivinä. Käyttö pakkasolosuhteissa voi vahingoittaa tuotetta. Sulje markiisi aina, kun sitä ei käytetä. Älä pura tai pese kangasta. Jos kangas on vaihdettava, käänny asiantuntijoiden puoleen. Tarkista asennus kokonaisuudessaan erityisesti uuden kauden alkaessa. Varmista, että kiinnikkeet ovat tiukasti kiinni ja hyvässä kunnossa. Vedä markiisi sisään sateessa, jos kaltevuus ei ole ohjeessa suositellun arvon mukainen. VAROITUS: Tärkeitä turvallisuusohjeita. Ihmisten turvallisuuden vuoksi on tärkeää noudattaa näitä ohjeita. Säilytä nämä ohjeet. Varoitus: Kankaan ei tulisi painua käytön aikana, muuten siihen kertyy vettä. Varoitus: Kun etukisko koskettaa päätykappaletta kuvan mukaisesti, älä yritä tuoda niitä lähemmäksi. Muutoin tuote voi vahingoittua. Vaara! Avaamisen yhteydessä on voimakas jousi. ÄLÄ irrota köyttä, jos et ole saanut kaikkia kokoonpanon vaiheita loppuun, kiristänyt kaikkia pultteja ja kiinnittänyt tuotetta seinään! Varoitus! Ole varovainen, kun irrotat varsia, koska ne ovat jännityksessä! Taittuvan markiisin varren äkillinen vapauttaminen voi aiheuttaa vammoja. Varoitus: Käyttöohjeet on luettava ennen tuotteen käyttöä. Varoitus: Tuotteen käyttö pakkasella voi vahingoittaa sitä. Ulkoinen käyttö rakennuksissa ja muissa rakennustöissä. Lapsia tulee valvoa, jotta voidaan olla varmoja, etteivät he leiki laitteella. Pidä lapset kaukana kokoamisalueelta. Huomio: Lue ohjeet huolellisesti ennen käyttöä ja säilytä ne tulevaa käyttöä varten. (532, 573, 770, 678)
language-section-lv (783, 140, 1021, 260)
